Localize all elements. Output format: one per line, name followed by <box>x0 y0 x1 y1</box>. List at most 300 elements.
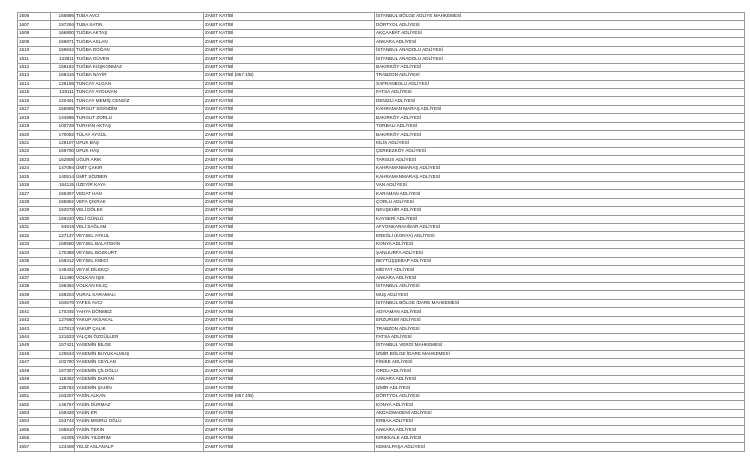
table-row <box>18 29 745 37</box>
title-cell: ZABIT KATİBİ <box>204 38 375 46</box>
row-number-cell: 1620 <box>18 131 51 139</box>
name-cell: YASEMİN DURAN <box>75 375 204 383</box>
title-cell: ZABIT KATİBİ <box>204 401 375 409</box>
table-row <box>18 164 745 172</box>
title-cell: ZABIT KATİBİ <box>204 308 375 316</box>
row-number-cell: 1607 <box>18 21 51 29</box>
table-row <box>18 131 745 139</box>
unit-cell: FATSA ADLİYESİ <box>375 88 745 96</box>
table-row <box>18 105 745 113</box>
spreadsheet-page <box>17 12 730 452</box>
unit-cell: TRABZON ADLİYESİ <box>375 72 745 80</box>
unit-cell: KIRIKKALE ADLİYESİ <box>375 434 745 442</box>
row-number-cell: 1653 <box>18 409 51 417</box>
unit-cell: KAHRAMANMARAŞ ADLİYESİ <box>375 164 745 172</box>
name-cell: TUĞBA KUŞKONMAZ <box>75 63 204 71</box>
row-number-cell: 1641 <box>18 308 51 316</box>
name-cell: VURAL KARAMALI <box>75 291 204 299</box>
name-cell: YELİZ ASLANALP <box>75 443 204 451</box>
registry-number-cell: 169326 <box>51 409 75 417</box>
registry-number-cell: 127660 <box>51 316 75 324</box>
registry-number-cell: 164115 <box>51 181 75 189</box>
row-number-cell: 1617 <box>18 105 51 113</box>
unit-cell: ORDU ADLİYESİ <box>375 367 745 375</box>
registry-number-cell: 165810 <box>51 426 75 434</box>
row-number-cell: 1651 <box>18 392 51 400</box>
row-number-cell: 1629 <box>18 207 51 215</box>
title-cell: ZABIT KATİBİ <box>204 21 375 29</box>
title-cell: ZABIT KATİBİ <box>204 342 375 350</box>
title-cell: ZABIT KATİBİ <box>204 232 375 240</box>
registry-number-cell: 159842 <box>51 46 75 54</box>
registry-number-cell: 166800 <box>51 29 75 37</box>
table-row <box>18 181 745 189</box>
row-number-cell: 1615 <box>18 88 51 96</box>
row-number-cell: 1627 <box>18 190 51 198</box>
name-cell: YAHYA DÖNMEZ <box>75 308 204 316</box>
title-cell: ZABIT KATİBİ <box>204 316 375 324</box>
registry-number-cell: 164676 <box>51 299 75 307</box>
row-number-cell: 1608 <box>18 29 51 37</box>
row-number-cell: 1640 <box>18 299 51 307</box>
row-number-cell: 1634 <box>18 249 51 257</box>
title-cell: ZABIT KATİBİ <box>204 55 375 63</box>
registry-number-cell: 121533 <box>51 333 75 341</box>
unit-cell: BEYTÜŞŞEBAP ADLİYESİ <box>375 257 745 265</box>
table-row <box>18 409 745 417</box>
title-cell: ZABIT KATİBİ <box>204 97 375 105</box>
registry-number-cell: 166307 <box>51 190 75 198</box>
row-number-cell: 1625 <box>18 173 51 181</box>
name-cell: TUĞBA DOĞAN <box>75 46 204 54</box>
name-cell: YASİN ER <box>75 409 204 417</box>
table-row <box>18 299 745 307</box>
title-cell: ZABIT KATİBİ <box>204 105 375 113</box>
table-row <box>18 38 745 46</box>
row-number-cell: 1622 <box>18 148 51 156</box>
name-cell: VEDAT HAN <box>75 190 204 198</box>
unit-cell: ŞANLIURFA ADLİYESİ <box>375 249 745 257</box>
registry-number-cell: 169415 <box>51 72 75 80</box>
registry-number-cell: 166895 <box>51 13 75 21</box>
registry-number-cell: 129107 <box>51 139 75 147</box>
row-number-cell: 1654 <box>18 418 51 426</box>
registry-number-cell: 155695 <box>51 105 75 113</box>
title-cell: ZABIT KATİBİ <box>204 240 375 248</box>
title-cell: ZABIT KATİBİ <box>204 283 375 291</box>
title-cell: ZABIT KATİBİ <box>204 266 375 274</box>
table-row <box>18 63 745 71</box>
row-number-cell: 1644 <box>18 333 51 341</box>
table-row <box>18 55 745 63</box>
title-cell: ZABIT KATİBİ <box>204 190 375 198</box>
name-cell: TURGUT ZORLU <box>75 114 204 122</box>
unit-cell: DENİZLİ ADLİYESİ <box>375 97 745 105</box>
title-cell: ZABIT KATİBİ <box>204 434 375 442</box>
unit-cell: EREĞLİ (KONYA) ADLİYESİ <box>375 232 745 240</box>
registry-number-cell: 145432 <box>51 266 75 274</box>
row-number-cell: 1655 <box>18 426 51 434</box>
name-cell: ÜMİT ÇAKIR <box>75 164 204 172</box>
title-cell: ZABIT KATİBİ <box>204 131 375 139</box>
registry-number-cell: 169220 <box>51 215 75 223</box>
row-number-cell: 1621 <box>18 139 51 147</box>
title-cell: ZABIT KATİBİ <box>204 426 375 434</box>
unit-cell: MUŞ ADLİYESİ <box>375 291 745 299</box>
row-number-cell: 1633 <box>18 240 51 248</box>
registry-number-cell: 146757 <box>51 401 75 409</box>
table-row <box>18 375 745 383</box>
name-cell: UĞUR ARIK <box>75 156 204 164</box>
table-row <box>18 274 745 282</box>
registry-number-cell: 165852 <box>51 198 75 206</box>
table-row <box>18 173 745 181</box>
registry-number-cell: 169204 <box>51 291 75 299</box>
table-row <box>18 426 745 434</box>
table-row <box>18 97 745 105</box>
title-cell: ZABIT KATİBİ <box>204 173 375 181</box>
registry-number-cell: 159162 <box>51 63 75 71</box>
table-row <box>18 257 745 265</box>
unit-cell: FİNİKE ADLİYESİ <box>375 358 745 366</box>
unit-cell: İSTANBUL ANADOLU ADLİYESİ <box>375 55 745 63</box>
title-cell: ZABIT KATİBİ <box>204 29 375 37</box>
title-cell: ZABIT KATİBİ <box>204 223 375 231</box>
table-row <box>18 232 745 240</box>
unit-cell: SAFRANBOLU ADLİYESİ <box>375 80 745 88</box>
registry-number-cell: 169580 <box>51 240 75 248</box>
title-cell: ZABIT KATİBİ <box>204 46 375 54</box>
title-cell: ZABIT KATİBİ <box>204 215 375 223</box>
registry-number-cell: 162808 <box>51 156 75 164</box>
unit-cell: VAN ADLİYESİ <box>375 181 745 189</box>
row-number-cell: 1606 <box>18 13 51 21</box>
name-cell: YASEMİN CEYLAN <box>75 358 204 366</box>
name-cell: VEYSEL BOZKURT <box>75 249 204 257</box>
table-row <box>18 291 745 299</box>
unit-cell: ADIYAMAN ADLİYESİ <box>375 308 745 316</box>
name-cell: YALÇIN ÖZGÜLLER <box>75 333 204 341</box>
row-number-cell: 1623 <box>18 156 51 164</box>
table-row <box>18 401 745 409</box>
unit-cell: KAHRAMANMARAŞ ADLİYESİ <box>375 173 745 181</box>
title-cell: ZABIT KATİBİ <box>204 418 375 426</box>
title-cell: ZABIT KATİBİ <box>204 350 375 358</box>
title-cell: ZABIT KATİBİ (657 4/B) <box>204 72 375 80</box>
table-row <box>18 80 745 88</box>
name-cell: VEFA ÇIKRAK <box>75 198 204 206</box>
registry-number-cell: 124408 <box>51 443 75 451</box>
table-row <box>18 198 745 206</box>
title-cell: ZABIT KATİBİ <box>204 122 375 130</box>
table-row <box>18 156 745 164</box>
unit-cell: İSTANBUL VERGİ MAHKEMESİ <box>375 342 745 350</box>
name-cell: YASİN YILDIRIM <box>75 434 204 442</box>
name-cell: VEYSEL KIBICI <box>75 257 204 265</box>
name-cell: YASİN ALKAN <box>75 392 204 400</box>
table-row <box>18 190 745 198</box>
row-number-cell: 1613 <box>18 72 51 80</box>
unit-cell: TRABZON ADLİYESİ <box>375 325 745 333</box>
unit-cell: DÖRTYOL ADLİYESİ <box>375 21 745 29</box>
registry-number-cell: 126534 <box>51 350 75 358</box>
name-cell: TUNCAY AYDUVAN <box>75 88 204 96</box>
table-body <box>18 13 745 452</box>
row-number-cell: 1649 <box>18 375 51 383</box>
registry-number-cell: 144995 <box>51 114 75 122</box>
row-number-cell: 1646 <box>18 350 51 358</box>
name-cell: VEYSİ DİLEKÇİ <box>75 266 204 274</box>
name-cell: YASEMİN ÇİLOĞLU <box>75 367 204 375</box>
title-cell: ZABIT KATİBİ <box>204 80 375 88</box>
unit-cell: İZMİR BÖLGE İDARE MAHKEMESİ <box>375 350 745 358</box>
row-number-cell: 1650 <box>18 384 51 392</box>
unit-cell: ERBAA ADLİYESİ <box>375 418 745 426</box>
title-cell: ZABIT KATİBİ <box>204 375 375 383</box>
name-cell: TURGUT SİGİNDİM <box>75 105 204 113</box>
name-cell: TUĞBA GÜVEN <box>75 55 204 63</box>
name-cell: VEYSEL AYKUL <box>75 232 204 240</box>
title-cell: ZABIT KATİBİ <box>204 114 375 122</box>
name-cell: YASİN DURMAZ <box>75 401 204 409</box>
unit-cell: AFYONKARAHİSAR ADLİYESİ <box>375 223 745 231</box>
unit-cell: İSTANBUL BÖLGE İDARE MAHKEMESİ <box>375 299 745 307</box>
registry-number-cell: 129111 <box>51 88 75 96</box>
name-cell: ÜMİT SÖZBER <box>75 173 204 181</box>
table-row <box>18 443 745 451</box>
name-cell: YASİN TEKİN <box>75 426 204 434</box>
title-cell: ZABIT KATİBİ <box>204 333 375 341</box>
registry-number-cell: 127813 <box>51 325 75 333</box>
row-number-cell: 1631 <box>18 223 51 231</box>
name-cell: TURHAN AKTAŞ <box>75 122 204 130</box>
name-cell: ÜZEYİR KAYA <box>75 181 204 189</box>
registry-number-cell: 147094 <box>51 164 75 172</box>
registry-number-cell: 135762 <box>51 384 75 392</box>
registry-number-cell: 166871 <box>51 38 75 46</box>
registry-number-cell: 163307 <box>51 392 75 400</box>
unit-cell: AKDAĞMADENİ ADLİYESİ <box>375 409 745 417</box>
name-cell: YASEMİN BUYUKALMUŞ <box>75 350 204 358</box>
row-number-cell: 1657 <box>18 443 51 451</box>
row-number-cell: 1628 <box>18 198 51 206</box>
unit-cell: NEVŞEHİR ADLİYESİ <box>375 207 745 215</box>
title-cell: ZABIT KATİBİ <box>204 358 375 366</box>
registry-number-cell: 169312 <box>51 257 75 265</box>
name-cell: UFUK BAŞ <box>75 139 204 147</box>
title-cell: ZABIT KATİBİ <box>204 148 375 156</box>
table-row <box>18 384 745 392</box>
name-cell: VELİ GÜNLÜ <box>75 215 204 223</box>
unit-cell: KONYA ADLİYESİ <box>375 240 745 248</box>
unit-cell: FATSA ADLİYESİ <box>375 333 745 341</box>
title-cell: ZABIT KATİBİ <box>204 207 375 215</box>
row-number-cell: 1645 <box>18 342 51 350</box>
row-number-cell: 1647 <box>18 358 51 366</box>
title-cell: ZABIT KATİBİ <box>204 198 375 206</box>
name-cell: TUBA AVCI <box>75 13 204 21</box>
unit-cell: TARSUS ADLİYESİ <box>375 156 745 164</box>
registry-number-cell: 116462 <box>51 375 75 383</box>
name-cell: YAKUP AKSAKAL <box>75 316 204 324</box>
row-number-cell: 1635 <box>18 257 51 265</box>
name-cell: VOLKAN KILIÇ <box>75 283 204 291</box>
table-row <box>18 215 745 223</box>
unit-cell: ANKARA ADLİYESİ <box>375 274 745 282</box>
table-row <box>18 46 745 54</box>
table-row <box>18 139 745 147</box>
title-cell: ZABIT KATİBİ <box>204 291 375 299</box>
registry-number-cell: 140514 <box>51 173 75 181</box>
name-cell: TUNCAY ALGAN <box>75 80 204 88</box>
registry-number-cell: 153742 <box>51 418 75 426</box>
unit-cell: BAKIRKÖY ADLİYESİ <box>375 114 745 122</box>
unit-cell: ANKARA ADLİYESİ <box>375 38 745 46</box>
unit-cell: İSTANBUL ANADOLU ADLİYESİ <box>375 46 745 54</box>
title-cell: ZABIT KATİBİ <box>204 325 375 333</box>
unit-cell: KİLİS ADLİYESİ <box>375 139 745 147</box>
table-row <box>18 223 745 231</box>
registry-number-cell: 111480 <box>51 274 75 282</box>
registry-number-cell: 100728 <box>51 122 75 130</box>
unit-cell: KONYA ADLİYESİ <box>375 401 745 409</box>
name-cell: VELİ DÖLEK <box>75 207 204 215</box>
registry-number-cell: 157421 <box>51 342 75 350</box>
unit-cell: ANKARA ADLİYESİ <box>375 426 745 434</box>
name-cell: YASEMİN ŞAHİN <box>75 384 204 392</box>
name-cell: VOLKAN IŞIK <box>75 274 204 282</box>
table-row <box>18 88 745 96</box>
registry-number-cell: 167307 <box>51 367 75 375</box>
registry-number-cell: 169700 <box>51 148 75 156</box>
row-number-cell: 1639 <box>18 291 51 299</box>
name-cell: TUNCAY MEMİŞ CENGİZ <box>75 97 204 105</box>
name-cell: YASEMİN BİLGE <box>75 342 204 350</box>
table-row <box>18 114 745 122</box>
unit-cell: DÖRTYOL ADLİYESİ <box>375 392 745 400</box>
table-row <box>18 325 745 333</box>
registry-number-cell: 54616 <box>51 223 75 231</box>
unit-cell: KEMALPAŞA ADLİYESİ <box>375 443 745 451</box>
row-number-cell: 1643 <box>18 325 51 333</box>
name-cell: TUĞBA ASLAN <box>75 38 204 46</box>
registry-number-cell: 102780 <box>51 358 75 366</box>
row-number-cell: 1638 <box>18 283 51 291</box>
title-cell: ZABIT KATİBİ <box>204 139 375 147</box>
table-row <box>18 122 745 130</box>
row-number-cell: 1624 <box>18 164 51 172</box>
unit-cell: BAKIRKÖY ADLİYESİ <box>375 63 745 71</box>
row-number-cell: 1614 <box>18 80 51 88</box>
row-number-cell: 1636 <box>18 266 51 274</box>
unit-cell: KARAMAN ADLİYESİ <box>375 190 745 198</box>
table-row <box>18 13 745 21</box>
name-cell: TUĞBA AKTAŞ <box>75 29 204 37</box>
title-cell: ZABIT KATİBİ <box>204 367 375 375</box>
row-number-cell: 1616 <box>18 97 51 105</box>
row-number-cell: 1618 <box>18 114 51 122</box>
title-cell: ZABIT KATİBİ <box>204 164 375 172</box>
table-row <box>18 72 745 80</box>
registry-number-cell: 127137 <box>51 232 75 240</box>
row-number-cell: 1612 <box>18 63 51 71</box>
row-number-cell: 1632 <box>18 232 51 240</box>
table-row <box>18 333 745 341</box>
row-number-cell: 1637 <box>18 274 51 282</box>
registry-number-cell: 170082 <box>51 131 75 139</box>
name-cell: VELİ SAĞLAM <box>75 223 204 231</box>
row-number-cell: 1642 <box>18 316 51 324</box>
table-row <box>18 316 745 324</box>
unit-cell: KAYSERİ ADLİYESİ <box>375 215 745 223</box>
registry-number-cell: 126168 <box>51 80 75 88</box>
table-row <box>18 418 745 426</box>
table-row <box>18 358 745 366</box>
registry-number-cell: 170388 <box>51 249 75 257</box>
title-cell: ZABIT KATİBİ <box>204 63 375 71</box>
table-row <box>18 148 745 156</box>
registry-number-cell: 44305 <box>51 434 75 442</box>
name-cell: TUĞBA NAYİR <box>75 72 204 80</box>
registry-number-cell: 157294 <box>51 21 75 29</box>
unit-cell: MİDYAT ADLİYESİ <box>375 266 745 274</box>
table-row <box>18 308 745 316</box>
unit-cell: ÇERKEZKÖY ADLİYESİ <box>375 148 745 156</box>
registry-number-cell: 143811 <box>51 55 75 63</box>
table-row <box>18 283 745 291</box>
unit-cell: ANKARA ADLİYESİ <box>375 375 745 383</box>
title-cell: ZABIT KATİBİ <box>204 249 375 257</box>
personnel-table <box>17 12 745 452</box>
title-cell: ZABIT KATİBİ (657 4/B) <box>204 392 375 400</box>
name-cell: UFUK HAŞ <box>75 148 204 156</box>
table-row <box>18 342 745 350</box>
unit-cell: İZMİR ADLİYESİ <box>375 384 745 392</box>
row-number-cell: 1626 <box>18 181 51 189</box>
table-row <box>18 350 745 358</box>
row-number-cell: 1656 <box>18 434 51 442</box>
title-cell: ZABIT KATİBİ <box>204 299 375 307</box>
registry-number-cell: 120401 <box>51 97 75 105</box>
row-number-cell: 1630 <box>18 215 51 223</box>
table-row <box>18 207 745 215</box>
table-row <box>18 249 745 257</box>
unit-cell: İSTANBUL ADLİYESİ <box>375 283 745 291</box>
unit-cell: ÇORLU ADLİYESİ <box>375 198 745 206</box>
title-cell: ZABIT KATİBİ <box>204 156 375 164</box>
unit-cell: AKÇAABAT ADLİYESİ <box>375 29 745 37</box>
title-cell: ZABIT KATİBİ <box>204 443 375 451</box>
row-number-cell: 1619 <box>18 122 51 130</box>
name-cell: YASİN MISIRLI OĞLU <box>75 418 204 426</box>
registry-number-cell: 152078 <box>51 207 75 215</box>
row-number-cell: 1609 <box>18 38 51 46</box>
table-row <box>18 21 745 29</box>
unit-cell: TORBALI ADLİYESİ <box>375 122 745 130</box>
name-cell: TÜLAY AYGÜL <box>75 131 204 139</box>
row-number-cell: 1610 <box>18 46 51 54</box>
table-row <box>18 240 745 248</box>
name-cell: YAFES AVCI <box>75 299 204 307</box>
name-cell: YAKUP ÇALIK <box>75 325 204 333</box>
title-cell: ZABIT KATİBİ <box>204 13 375 21</box>
title-cell: ZABIT KATİBİ <box>204 257 375 265</box>
row-number-cell: 1648 <box>18 367 51 375</box>
title-cell: ZABIT KATİBİ <box>204 88 375 96</box>
unit-cell: BAKIRKÖY ADLİYESİ <box>375 131 745 139</box>
registry-number-cell: 156394 <box>51 283 75 291</box>
table-row <box>18 367 745 375</box>
